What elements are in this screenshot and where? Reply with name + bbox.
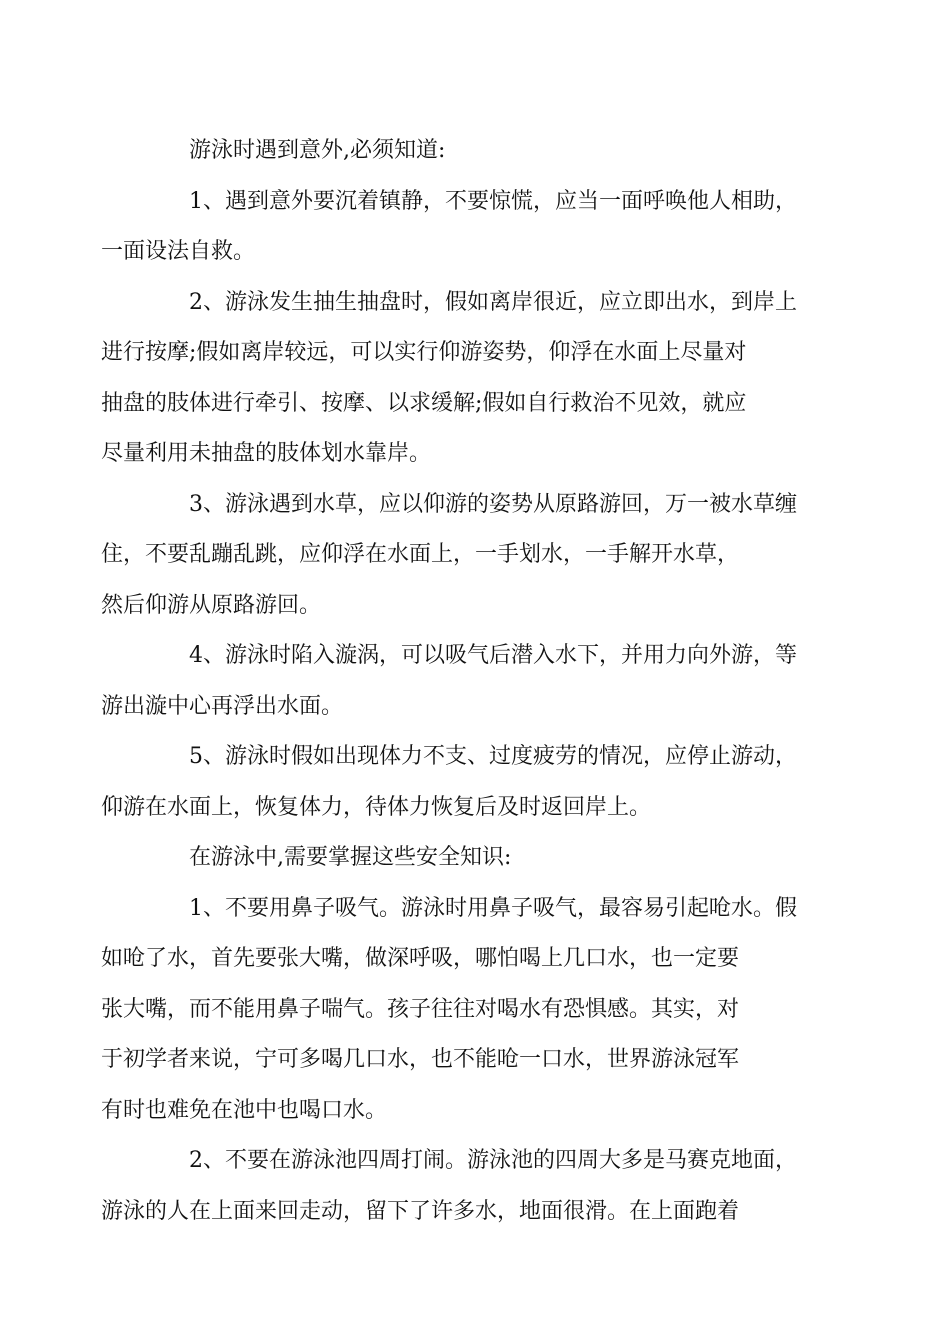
text-line: 住，不要乱蹦乱跳，应仰浮在水面上，一手划水，一手解开水草， [101, 542, 740, 567]
text-line: 抽盘的肢体进行牵引、按摩、以求缓解;假如自行救治不见效，就应 [101, 390, 747, 416]
document-body [101, 126, 810, 1237]
paragraph-7 [101, 1136, 810, 1237]
paragraph-1 [101, 177, 810, 278]
text-line: 于初学者来说，宁可多喝几口水，也不能呛一口水，世界游泳冠军 [101, 1047, 740, 1072]
text-line: 尽量利用未抽盘的肢体划水靠岸。 [101, 441, 432, 466]
text-line: 然后仰游从原路游回。 [101, 592, 322, 618]
paragraph-6 [101, 884, 810, 1137]
text-line: 如呛了水，首先要张大嘴，做深呼吸，哪怕喝上几口水，也一定要 [101, 946, 740, 971]
text-line: 游出漩中心再浮出水面。 [101, 693, 344, 719]
text-line: 一面设法自救。 [101, 239, 256, 264]
paragraph-3 [101, 480, 810, 632]
paragraph-4 [101, 631, 810, 732]
paragraph-5 [101, 732, 810, 833]
text-line: 2、不要在游泳池四周打闹。游泳池的四周大多是马赛克地面， [189, 1148, 797, 1173]
text-line: 仰游在水面上，恢复体力，待体力恢复后及时返回岸上。 [101, 794, 652, 820]
text-line: 1、不要用鼻子吸气。游泳时用鼻子吸气，最容易引起呛水。假 [189, 895, 797, 921]
text-line: 1、遇到意外要沉着镇静，不要惊慌，应当一面呼唤他人相助， [189, 188, 797, 214]
text-line: 5、游泳时假如出现体力不支、过度疲劳的情况，应停止游动， [189, 744, 797, 769]
text-line: 游泳时遇到意外,必须知道: [189, 138, 446, 163]
text-line: 2、游泳发生抽生抽盘时，假如离岸很近，应立即出水，到岸上 [189, 289, 797, 315]
text-line: 进行按摩;假如离岸较远，可以实行仰游姿势，仰浮在水面上尽量对 [101, 340, 747, 365]
section-heading-emergency [145, 126, 810, 177]
text-line: 4、游泳时陷入漩涡，可以吸气后潜入水下，并用力向外游，等 [189, 643, 797, 668]
text-line: 有时也难免在池中也喝口水。 [101, 1097, 388, 1123]
paragraph-2 [101, 278, 810, 480]
text-line: 3、游泳遇到水草，应以仰游的姿势从原路游回，万一被水草缠 [189, 491, 797, 517]
text-line: 张大嘴，而不能用鼻子喘气。孩子往往对喝水有恐惧感。其实，对 [101, 996, 740, 1022]
text-line: 游泳的人在上面来回走动，留下了许多水，地面很滑。在上面跑着 [101, 1198, 740, 1224]
text-line: 在游泳中,需要掌握这些安全知识: [189, 845, 512, 870]
section-heading-safety [145, 833, 810, 884]
